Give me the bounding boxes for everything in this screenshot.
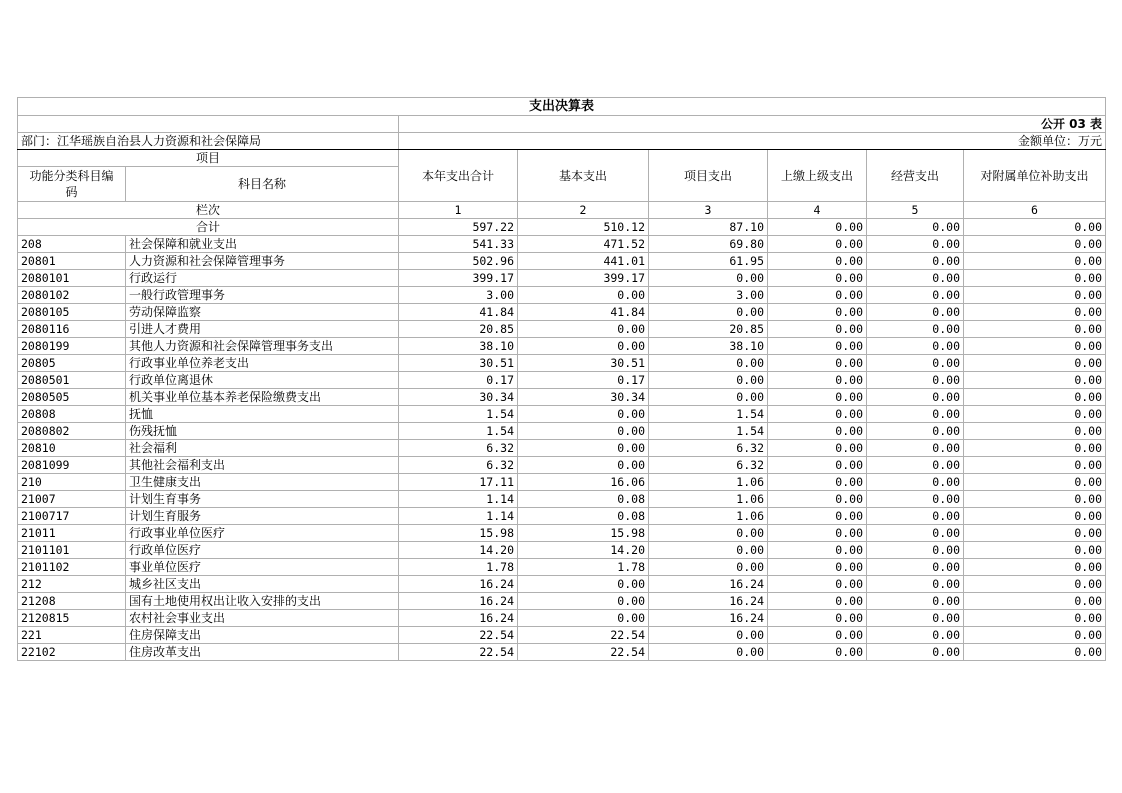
row-value: 0.00 <box>964 576 1106 593</box>
row-value: 1.14 <box>399 491 518 508</box>
row-value: 0.00 <box>964 525 1106 542</box>
row-value: 0.00 <box>964 236 1106 253</box>
row-name: 住房改革支出 <box>126 644 399 661</box>
row-value: 0.00 <box>518 576 649 593</box>
table-row <box>18 389 1106 406</box>
row-value: 22.54 <box>399 627 518 644</box>
row-value: 0.00 <box>768 440 867 457</box>
row-value: 30.51 <box>518 355 649 372</box>
row-value: 0.00 <box>518 321 649 338</box>
row-value: 0.08 <box>518 508 649 525</box>
summary-label: 合计 <box>18 219 399 236</box>
row-value: 0.00 <box>768 559 867 576</box>
table-row <box>18 593 1106 610</box>
row-code: 2080199 <box>18 338 126 355</box>
table-row <box>18 372 1106 389</box>
row-value: 0.00 <box>768 270 867 287</box>
col-number: 6 <box>964 202 1106 219</box>
table-row <box>18 423 1106 440</box>
row-code: 20808 <box>18 406 126 423</box>
row-code: 210 <box>18 474 126 491</box>
row-name: 行政单位离退休 <box>126 372 399 389</box>
row-value: 22.54 <box>518 627 649 644</box>
row-value: 0.00 <box>964 593 1106 610</box>
row-value: 0.00 <box>768 304 867 321</box>
row-value: 3.00 <box>649 287 768 304</box>
header-item: 项目 <box>18 150 399 167</box>
row-value: 1.78 <box>518 559 649 576</box>
row-name: 行政运行 <box>126 270 399 287</box>
row-name: 国有土地使用权出让收入安排的支出 <box>126 593 399 610</box>
row-value: 14.20 <box>518 542 649 559</box>
row-value: 1.06 <box>649 474 768 491</box>
table-row <box>18 559 1106 576</box>
table-row <box>18 253 1106 270</box>
row-value: 16.24 <box>649 576 768 593</box>
row-value: 0.00 <box>518 423 649 440</box>
row-code: 2120815 <box>18 610 126 627</box>
summary-cell: 0.00 <box>867 219 964 236</box>
row-name: 卫生健康支出 <box>126 474 399 491</box>
row-value: 16.24 <box>649 610 768 627</box>
table-row <box>18 321 1106 338</box>
row-name: 人力资源和社会保障管理事务 <box>126 253 399 270</box>
row-value: 0.00 <box>964 423 1106 440</box>
row-code: 2101102 <box>18 559 126 576</box>
row-value: 1.54 <box>649 406 768 423</box>
row-value: 6.32 <box>399 457 518 474</box>
row-value: 0.00 <box>867 270 964 287</box>
row-value: 0.00 <box>649 304 768 321</box>
summary-cell: 510.12 <box>518 219 649 236</box>
row-code: 20810 <box>18 440 126 457</box>
row-value: 0.00 <box>649 644 768 661</box>
row-value: 0.00 <box>867 593 964 610</box>
row-value: 0.00 <box>964 559 1106 576</box>
row-value: 0.00 <box>649 525 768 542</box>
row-name: 其他人力资源和社会保障管理事务支出 <box>126 338 399 355</box>
col-number: 2 <box>518 202 649 219</box>
row-value: 1.78 <box>399 559 518 576</box>
row-value: 0.00 <box>964 508 1106 525</box>
row-value: 61.95 <box>649 253 768 270</box>
row-value: 0.00 <box>768 525 867 542</box>
row-value: 0.00 <box>867 304 964 321</box>
summary-cell: 597.22 <box>399 219 518 236</box>
expenditure-table <box>17 97 1106 661</box>
row-name: 行政单位医疗 <box>126 542 399 559</box>
row-value: 0.00 <box>867 372 964 389</box>
row-value: 0.00 <box>768 508 867 525</box>
row-value: 541.33 <box>399 236 518 253</box>
row-value: 0.00 <box>518 338 649 355</box>
row-name: 社会福利 <box>126 440 399 457</box>
summary-cell: 0.00 <box>964 219 1106 236</box>
row-value: 6.32 <box>649 457 768 474</box>
row-value: 0.00 <box>964 610 1106 627</box>
row-value: 0.00 <box>518 440 649 457</box>
row-value: 0.00 <box>518 287 649 304</box>
row-value: 502.96 <box>399 253 518 270</box>
table-code: 公开 03 表 <box>399 116 1106 133</box>
row-value: 0.00 <box>964 372 1106 389</box>
row-value: 441.01 <box>518 253 649 270</box>
row-name: 一般行政管理事务 <box>126 287 399 304</box>
row-value: 0.00 <box>964 457 1106 474</box>
row-value: 0.00 <box>964 338 1106 355</box>
row-name: 社会保障和就业支出 <box>126 236 399 253</box>
row-value: 0.00 <box>867 355 964 372</box>
row-value: 16.24 <box>399 610 518 627</box>
row-value: 0.00 <box>867 287 964 304</box>
row-value: 0.00 <box>649 542 768 559</box>
row-value: 0.00 <box>768 576 867 593</box>
row-value: 16.06 <box>518 474 649 491</box>
row-name: 抚恤 <box>126 406 399 423</box>
row-value: 38.10 <box>649 338 768 355</box>
row-value: 41.84 <box>518 304 649 321</box>
table-row <box>18 491 1106 508</box>
row-value: 0.00 <box>867 542 964 559</box>
row-value: 0.00 <box>964 644 1106 661</box>
row-name: 行政事业单位医疗 <box>126 525 399 542</box>
row-value: 0.00 <box>518 593 649 610</box>
row-name: 计划生育服务 <box>126 508 399 525</box>
row-value: 0.00 <box>964 253 1106 270</box>
row-value: 0.00 <box>768 474 867 491</box>
row-value: 0.00 <box>964 270 1106 287</box>
row-name: 住房保障支出 <box>126 627 399 644</box>
row-code: 212 <box>18 576 126 593</box>
row-value: 14.20 <box>399 542 518 559</box>
row-code: 221 <box>18 627 126 644</box>
row-value: 0.00 <box>867 253 964 270</box>
row-value: 0.00 <box>867 389 964 406</box>
table-row <box>18 304 1106 321</box>
row-value: 1.54 <box>399 406 518 423</box>
row-code: 20801 <box>18 253 126 270</box>
row-value: 0.00 <box>768 542 867 559</box>
row-value: 0.00 <box>964 474 1106 491</box>
table-row <box>18 406 1106 423</box>
header-col-label: 栏次 <box>18 202 399 219</box>
row-value: 0.00 <box>867 508 964 525</box>
col-number: 5 <box>867 202 964 219</box>
row-value: 22.54 <box>518 644 649 661</box>
row-value: 0.00 <box>964 491 1106 508</box>
table-row <box>18 474 1106 491</box>
table-row <box>18 287 1106 304</box>
row-value: 0.00 <box>768 644 867 661</box>
row-value: 6.32 <box>399 440 518 457</box>
row-value: 0.00 <box>867 474 964 491</box>
row-value: 0.00 <box>867 491 964 508</box>
row-value: 0.00 <box>768 253 867 270</box>
summary-row <box>18 219 1106 236</box>
header-name: 科目名称 <box>126 167 399 202</box>
row-value: 0.00 <box>768 593 867 610</box>
row-code: 2080802 <box>18 423 126 440</box>
col-number: 3 <box>649 202 768 219</box>
row-code: 21007 <box>18 491 126 508</box>
row-value: 0.00 <box>867 610 964 627</box>
row-value: 0.00 <box>867 321 964 338</box>
row-name: 计划生育事务 <box>126 491 399 508</box>
table-title: 支出决算表 <box>18 98 1106 116</box>
row-code: 22102 <box>18 644 126 661</box>
row-value: 22.54 <box>399 644 518 661</box>
row-value: 69.80 <box>649 236 768 253</box>
header-business: 经营支出 <box>867 150 964 202</box>
row-value: 0.00 <box>867 576 964 593</box>
row-value: 16.24 <box>649 593 768 610</box>
row-value: 0.00 <box>768 372 867 389</box>
table-row <box>18 610 1106 627</box>
row-name: 引进人才费用 <box>126 321 399 338</box>
row-value: 0.00 <box>867 457 964 474</box>
row-value: 0.00 <box>649 627 768 644</box>
row-value: 0.00 <box>867 644 964 661</box>
row-code: 21011 <box>18 525 126 542</box>
row-value: 0.00 <box>964 542 1106 559</box>
table-row <box>18 525 1106 542</box>
header-basic: 基本支出 <box>518 150 649 202</box>
department-label: 部门：江华瑶族自治县人力资源和社会保障局 <box>18 133 399 150</box>
row-code: 2080501 <box>18 372 126 389</box>
header-upper: 上缴上级支出 <box>768 150 867 202</box>
row-value: 0.00 <box>964 440 1106 457</box>
row-value: 0.00 <box>964 627 1106 644</box>
table-row <box>18 576 1106 593</box>
table-row <box>18 355 1106 372</box>
row-value: 0.17 <box>518 372 649 389</box>
row-value: 0.00 <box>768 287 867 304</box>
row-value: 1.14 <box>399 508 518 525</box>
row-value: 0.00 <box>649 389 768 406</box>
row-value: 0.00 <box>867 525 964 542</box>
col-number: 4 <box>768 202 867 219</box>
header-total: 本年支出合计 <box>399 150 518 202</box>
row-value: 16.24 <box>399 576 518 593</box>
row-value: 0.00 <box>867 627 964 644</box>
row-value: 0.00 <box>768 627 867 644</box>
row-value: 0.00 <box>518 457 649 474</box>
row-code: 2080101 <box>18 270 126 287</box>
row-value: 38.10 <box>399 338 518 355</box>
row-name: 机关事业单位基本养老保险缴费支出 <box>126 389 399 406</box>
row-value: 0.00 <box>768 321 867 338</box>
row-value: 0.00 <box>649 355 768 372</box>
row-code: 2080105 <box>18 304 126 321</box>
summary-cell: 87.10 <box>649 219 768 236</box>
row-value: 0.17 <box>399 372 518 389</box>
table-row <box>18 440 1106 457</box>
row-value: 0.00 <box>768 338 867 355</box>
row-value: 1.54 <box>649 423 768 440</box>
header-project: 项目支出 <box>649 150 768 202</box>
row-value: 0.00 <box>867 440 964 457</box>
table-row <box>18 627 1106 644</box>
row-name: 农村社会事业支出 <box>126 610 399 627</box>
row-value: 1.06 <box>649 508 768 525</box>
row-value: 0.00 <box>964 304 1106 321</box>
row-value: 0.00 <box>964 287 1106 304</box>
row-value: 0.00 <box>867 423 964 440</box>
row-value: 30.51 <box>399 355 518 372</box>
row-value: 0.00 <box>768 610 867 627</box>
col-number: 1 <box>399 202 518 219</box>
row-code: 2080102 <box>18 287 126 304</box>
summary-cell: 0.00 <box>768 219 867 236</box>
expenditure-statement-sheet <box>17 97 1105 661</box>
row-code: 2100717 <box>18 508 126 525</box>
row-name: 其他社会福利支出 <box>126 457 399 474</box>
table-row <box>18 508 1106 525</box>
row-value: 0.00 <box>867 406 964 423</box>
row-name: 事业单位医疗 <box>126 559 399 576</box>
row-value: 471.52 <box>518 236 649 253</box>
row-code: 2080505 <box>18 389 126 406</box>
row-code: 2081099 <box>18 457 126 474</box>
row-value: 0.00 <box>867 559 964 576</box>
row-value: 0.00 <box>518 406 649 423</box>
row-name: 伤残抚恤 <box>126 423 399 440</box>
unit-label: 金额单位：万元 <box>399 133 1106 150</box>
table-row <box>18 270 1106 287</box>
row-value: 0.00 <box>964 321 1106 338</box>
row-value: 0.00 <box>768 491 867 508</box>
row-value: 0.00 <box>768 236 867 253</box>
row-value: 1.54 <box>399 423 518 440</box>
header-subsidy: 对附属单位补助支出 <box>964 150 1106 202</box>
row-value: 0.00 <box>768 406 867 423</box>
table-row <box>18 542 1106 559</box>
row-code: 208 <box>18 236 126 253</box>
row-value: 0.00 <box>768 389 867 406</box>
table-row <box>18 644 1106 661</box>
table-row <box>18 236 1106 253</box>
row-value: 0.00 <box>964 389 1106 406</box>
row-value: 0.00 <box>649 270 768 287</box>
row-value: 3.00 <box>399 287 518 304</box>
row-value: 0.00 <box>867 338 964 355</box>
row-code: 20805 <box>18 355 126 372</box>
row-value: 41.84 <box>399 304 518 321</box>
table-row <box>18 457 1106 474</box>
row-value: 0.00 <box>518 610 649 627</box>
row-value: 30.34 <box>518 389 649 406</box>
row-name: 城乡社区支出 <box>126 576 399 593</box>
row-value: 6.32 <box>649 440 768 457</box>
row-value: 15.98 <box>399 525 518 542</box>
header-code: 功能分类科目编码 <box>18 167 126 202</box>
row-code: 2080116 <box>18 321 126 338</box>
row-value: 0.00 <box>867 236 964 253</box>
row-value: 0.00 <box>964 355 1106 372</box>
row-code: 2101101 <box>18 542 126 559</box>
row-value: 20.85 <box>649 321 768 338</box>
table-row <box>18 338 1106 355</box>
row-value: 0.00 <box>649 372 768 389</box>
row-value: 16.24 <box>399 593 518 610</box>
row-value: 399.17 <box>518 270 649 287</box>
row-value: 1.06 <box>649 491 768 508</box>
row-value: 0.00 <box>649 559 768 576</box>
row-value: 17.11 <box>399 474 518 491</box>
row-value: 0.00 <box>768 423 867 440</box>
row-value: 0.08 <box>518 491 649 508</box>
row-code: 21208 <box>18 593 126 610</box>
row-value: 15.98 <box>518 525 649 542</box>
row-value: 399.17 <box>399 270 518 287</box>
row-value: 0.00 <box>964 406 1106 423</box>
row-value: 0.00 <box>768 355 867 372</box>
row-value: 0.00 <box>768 457 867 474</box>
row-value: 20.85 <box>399 321 518 338</box>
row-name: 劳动保障监察 <box>126 304 399 321</box>
row-name: 行政事业单位养老支出 <box>126 355 399 372</box>
row-value: 30.34 <box>399 389 518 406</box>
